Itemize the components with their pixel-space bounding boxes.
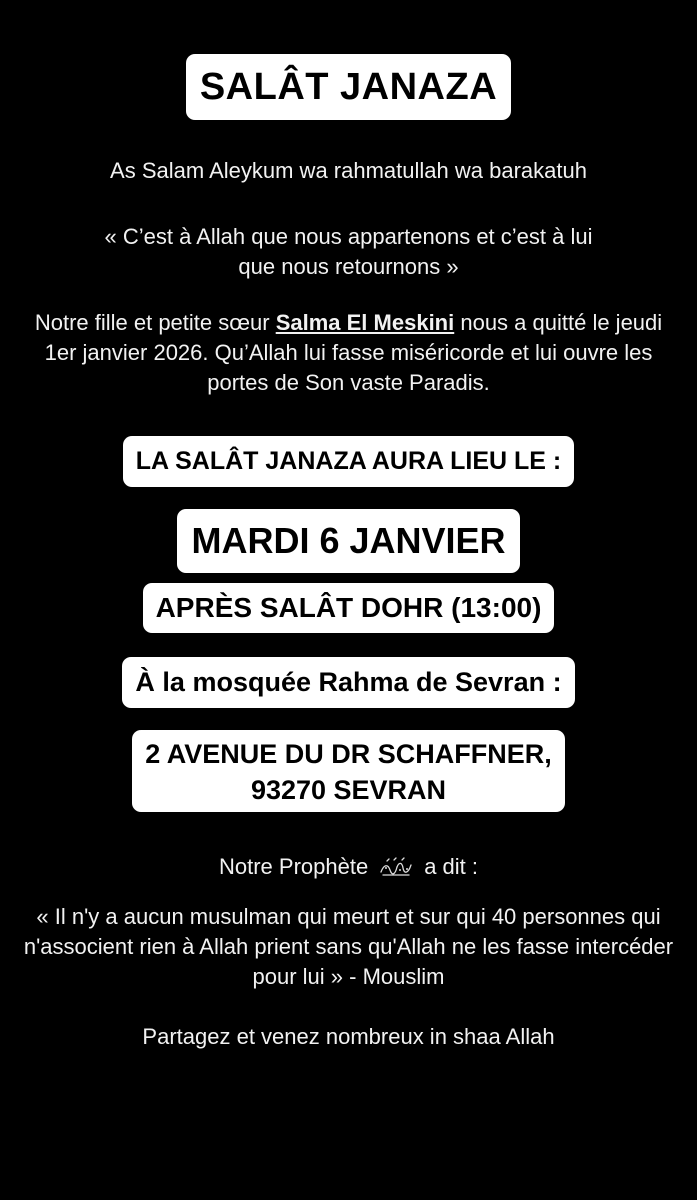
deceased-name: Salma El Meskini	[275, 310, 455, 335]
death-notice	[19, 308, 679, 398]
janaza-time: APRÈS SALÂT DOHR (13:00)	[143, 583, 555, 633]
greeting-text: As Salam Aleykum wa rahmatullah wa barakatuh	[110, 158, 587, 183]
address-line-2: 93270 SEVRAN	[250, 775, 447, 805]
page-title: SALÂT JANAZA	[186, 54, 511, 120]
share-call: Partagez et venez nombreux in shaa Allah	[142, 1024, 555, 1049]
mosque-address	[132, 730, 565, 812]
salawat-calligraphy-icon	[378, 856, 414, 878]
quote-line-1: « C’est à Allah que nous appartenons et c’est à lui	[104, 224, 593, 249]
hadith-text: « Il n'y a aucun musulman qui meurt et sur qui 40 personnes qui n'associent rien à Allah prient sans qu'Allah ne les fasse intercéder pour lui » - Mouslim	[23, 904, 674, 989]
janaza-header: LA SALÂT JANAZA AURA LIEU LE :	[123, 436, 574, 487]
notice-text-before: Notre fille et petite sœur	[34, 310, 276, 335]
janaza-date: MARDI 6 JANVIER	[177, 509, 519, 573]
quote-line-2: que nous retournons »	[238, 254, 459, 279]
prophet-text-before: Notre Prophète	[218, 854, 369, 879]
address-line-1: 2 AVENUE DU DR SCHAFFNER,	[145, 739, 552, 769]
prophet-text-after: a dit :	[424, 854, 478, 879]
prophet-line	[219, 852, 478, 882]
notice-text-after: nous a quitté le jeudi 1er janvier 2026. Qu’Allah lui fasse miséricorde et lui ouvre les portes de Son vaste Paradis.	[44, 310, 663, 395]
quran-quote	[9, 222, 689, 282]
mosque-name: À la mosquée Rahma de Sevran :	[122, 657, 574, 708]
